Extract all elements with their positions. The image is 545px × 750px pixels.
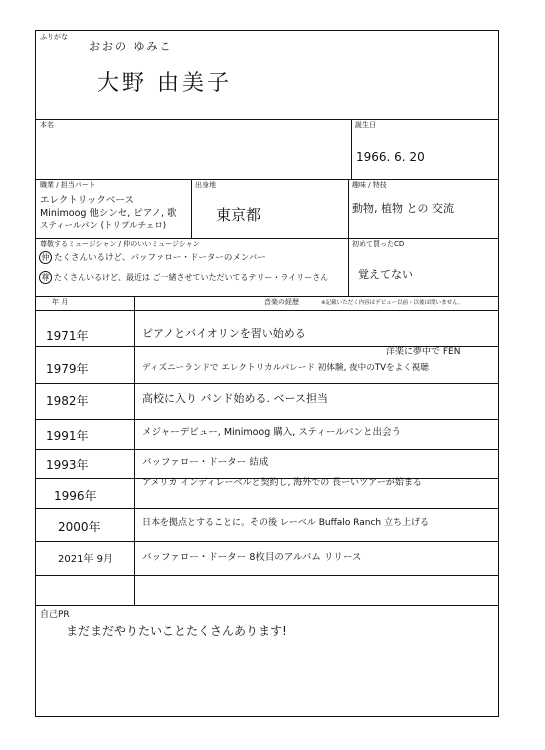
history-year-6: 1996年 [54,489,97,503]
self-pr-value: まだまだやりたいことたくさんあります! [66,624,287,638]
history-year-7: 2000年 [58,520,101,534]
history-row-line-8 [36,575,498,576]
furigana-label: ふりがな [40,33,68,41]
respected-label: 尊敬するミュージシャン / 仲のいいミュージシャン [40,240,200,248]
birthday-label: 誕生日 [355,121,376,129]
occupation-divider [191,179,192,238]
birthday-divider [351,119,352,179]
respected-friend-row [39,251,266,264]
birthday-value: 1966. 6. 20 [356,150,425,164]
first-cd-label: 初めて買ったCD [352,240,405,248]
history-header-bottom [36,310,498,311]
history-text-8: バッファロー・ドーター 8枚目のアルバム リリース [142,552,362,563]
hobby-value: 動物, 植物 との 交流 [352,202,454,215]
history-row-line-7 [36,541,498,542]
history-row-line-2 [36,383,498,384]
history-note-2: 洋楽に夢中で FEN [386,347,461,357]
respected-idol-row [39,271,328,284]
respected-row-divider [36,238,498,239]
respect-badge-icon: 尊 [39,271,52,284]
furigana-value: おおの ゆみこ [89,40,173,53]
history-year-2: 1979年 [46,362,89,376]
history-year-3: 1982年 [46,394,89,408]
hobby-label: 趣味 / 特技 [352,181,387,189]
occupation-line-2: Minimoog 他シンセ, ピアノ, 歌 [40,208,177,219]
info-row-divider [36,179,498,180]
history-row-line-6 [36,508,498,509]
history-label: 音楽の経歴 [264,298,299,306]
history-text-2: ディズニーランドで エレクトリカルパレード 初体験, 夜中のTVをよく視聴 [142,363,429,373]
history-row-line-4 [36,449,498,450]
history-row-line-9 [36,605,498,606]
first-cd-value: 覚えてない [358,268,413,281]
history-year-4: 1991年 [46,429,89,443]
history-note-label: ※記載いただく内容はデビュー以前・以後は問いません。 [321,300,464,306]
respected-idol-text: たくさんいるけど、最近は ご一緒させていただいてるテリー・ライリーさん [54,273,329,282]
friend-badge-icon: 仲 [39,251,52,264]
self-pr-label: 自己PR [40,610,70,620]
occupation-line-3: スティールパン (トリプルチェロ) [40,221,167,231]
history-year-divider [134,296,135,605]
name-row-divider [36,119,498,120]
history-text-7: 日本を拠点とすることに。その後 レーベル Buffalo Ranch 立ち上げる [142,518,429,528]
birthplace-value: 東京都 [216,206,262,224]
name-value: 大野 由美子 [97,71,232,96]
profile-sheet [35,30,499,717]
birthplace-label: 出身地 [195,181,216,189]
occupation-label: 職業 / 担当パート [40,181,96,189]
history-row-line-3 [36,419,498,420]
history-year-8: 2021年 9月 [58,554,113,565]
history-text-4: メジャーデビュー, Minimoog 購入, スティールパンと出会う [142,427,402,438]
history-text-1: ピアノとバイオリンを習い始める [142,327,306,340]
history-text-6: アメリカ インディレーベルと契約し, 海外での 長ーいツアーが始まる [142,478,422,488]
occupation-line-1: エレクトリックベース [40,195,134,206]
history-text-3: 高校に入り バンド始める. ベース担当 [142,392,328,405]
respected-friend-text: たくさんいるけど、バッファロー・ドーターのメンバー [54,253,266,263]
history-text-5: バッファロー・ドーター 結成 [142,457,269,468]
year-month-label: 年 月 [52,298,69,306]
real-name-label: 本名 [40,121,54,129]
history-year-1: 1971年 [46,329,89,343]
history-header-divider [36,296,498,297]
history-year-5: 1993年 [46,458,89,472]
